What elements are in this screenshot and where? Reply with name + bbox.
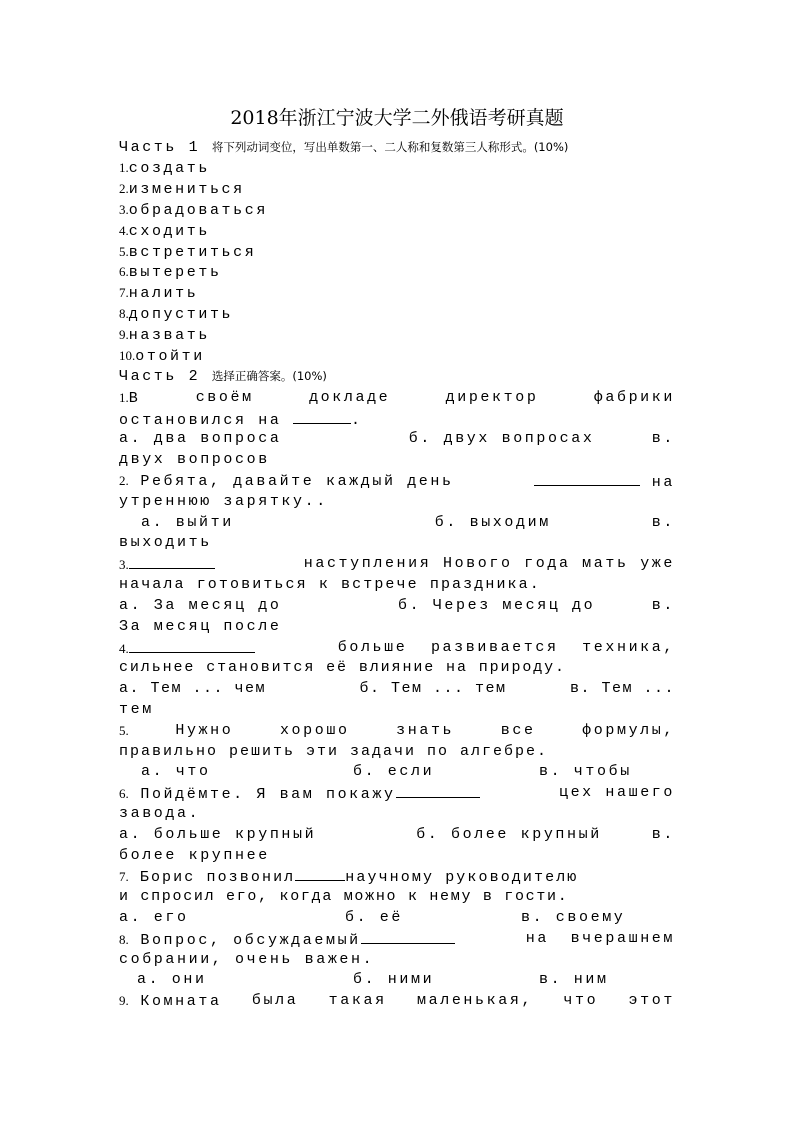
option-c-text: выходить: [119, 534, 212, 551]
option-b: б. ними: [353, 971, 435, 988]
option-c-text: более крупнее: [119, 847, 270, 864]
question-5-options: [119, 762, 675, 782]
option-a: а. Тем ... чем: [119, 680, 267, 697]
question-2-line: 2. Ребята, давайте каждый день на: [119, 473, 675, 491]
option-c-label: в.: [651, 514, 675, 531]
question-4-line: сильнее становится её влияние на природу.: [119, 659, 566, 676]
option-c: в. чтобы: [539, 763, 632, 780]
part1-item: 2.измениться: [119, 181, 245, 198]
part1-item: 1.создать: [119, 160, 210, 177]
option-a: а. больше крупный: [119, 826, 317, 843]
question-8-line: собрании, очень важен.: [119, 951, 375, 968]
option-c-text: тем: [119, 701, 154, 718]
question-8-line: 8. Вопрос, обсуждаемый на вчерашнем: [119, 930, 675, 949]
part1-item: 5.встретиться: [119, 244, 257, 261]
part1-item: 6.вытереть: [119, 264, 222, 281]
part1-item: 10.отойти: [119, 348, 205, 365]
answer-blank[interactable]: [129, 554, 215, 569]
option-a: а. его: [119, 909, 189, 926]
option-c-label: в.: [651, 430, 675, 447]
question-1-line: 1.В своём докладе директор фабрики: [119, 389, 675, 407]
question-3-line: 3. наступления Нового года мать уже: [119, 555, 675, 572]
part2-instruction: 选择正确答案。(10%): [211, 369, 327, 383]
question-1-options: [119, 429, 675, 449]
answer-blank[interactable]: [293, 409, 351, 424]
question-6-line: 6. Пойдёмте. Я вам покажу цех нашего: [119, 784, 675, 803]
option-a: а. они: [137, 971, 207, 988]
question-6-options: [119, 825, 675, 845]
question-4-options: [119, 679, 675, 699]
option-c-label: в.: [651, 597, 675, 614]
question-2-options: [119, 513, 675, 533]
option-b: б. её: [345, 909, 404, 926]
option-c-label: в.: [651, 826, 675, 843]
question-7-line: и спросил его, когда можно к нему в гости.: [119, 888, 569, 905]
option-a: а. два вопроса: [119, 430, 282, 447]
option-c: в. ним: [539, 971, 609, 988]
option-b: б. Тем ... тем: [359, 680, 507, 697]
question-7-line: 7. Борис позвонил научному руководителю: [119, 866, 675, 886]
question-7-options: [119, 908, 675, 928]
question-5-line: правильно решить эти задачи по алгебре.: [119, 743, 549, 760]
option-a: а. выйти: [141, 514, 234, 531]
part1-label-text: Часть 1: [119, 139, 201, 156]
question-1-line: остановился на .: [119, 409, 675, 429]
question-3-line: начала готовиться к встрече праздника.: [119, 576, 541, 593]
answer-blank[interactable]: [129, 638, 255, 653]
option-c-label: в. Тем ...: [569, 680, 675, 697]
part1-item: 7.налить: [119, 285, 199, 302]
question-2-line: утреннюю зарятку..: [119, 493, 328, 510]
option-b: б. если: [353, 763, 435, 780]
option-b: б. двух вопросах: [408, 430, 595, 447]
option-c: в. своему: [521, 909, 626, 926]
question-5-line: 5. Нужно хорошо знать все формулы,: [119, 722, 675, 739]
part1-item: 3.обрадоваться: [119, 202, 268, 219]
part1-item: 9.назвать: [119, 327, 210, 344]
question-3-options: [119, 596, 675, 616]
part1-instruction: 将下列动词变位，写出单数第一、二人称和复数第三人称形式。(10%): [211, 140, 569, 154]
part2-heading: [119, 366, 675, 386]
option-c-text: двух вопросов: [119, 451, 270, 468]
option-c-text: За месяц после: [119, 618, 282, 635]
question-4-line: 4. больше развивается техника,: [119, 639, 675, 656]
question-6-line: завода.: [119, 805, 201, 822]
option-b: б. выходим: [434, 514, 551, 531]
question-9-line: 9. Комната была такая маленькая, что этот: [119, 992, 675, 1010]
option-a: а. что: [141, 763, 211, 780]
answer-blank[interactable]: [361, 929, 455, 944]
document-title: 2018年浙江宁波大学二外俄语考研真题: [230, 107, 564, 129]
part1-item: 4.сходить: [119, 223, 210, 240]
answer-blank[interactable]: [396, 783, 480, 798]
part2-label: Часть 2: [119, 368, 201, 385]
option-b: б. более крупный: [416, 826, 602, 843]
answer-blank[interactable]: [534, 471, 640, 486]
part1-item: 8.допустить: [119, 306, 234, 323]
question-8-options: [119, 970, 675, 990]
part1-heading: [119, 137, 675, 157]
option-a: а. За месяц до: [119, 597, 282, 614]
option-b: б. Через месяц до: [397, 597, 596, 614]
answer-blank[interactable]: [295, 866, 345, 881]
